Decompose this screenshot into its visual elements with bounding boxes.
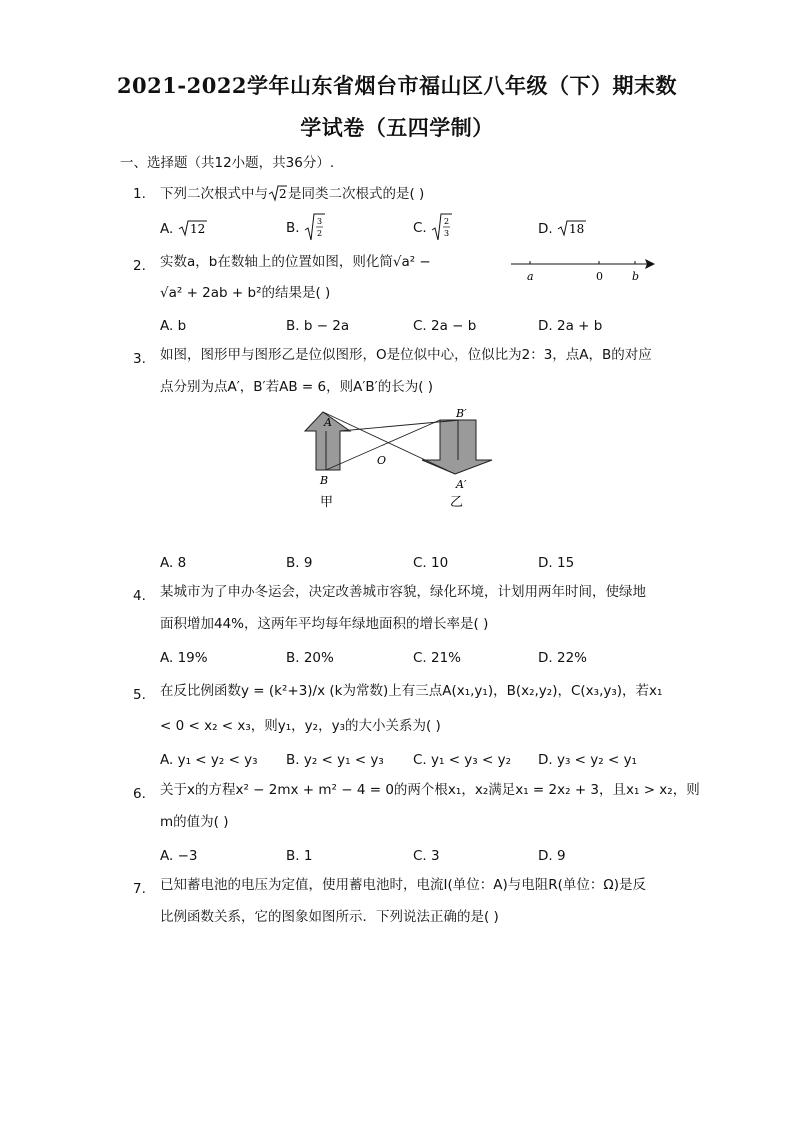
question-5-option-d[interactable]: D. y₃ < y₂ < y₁ [538,752,637,768]
question-1-stem [160,184,424,202]
label-yi: 乙 [450,495,464,510]
question-1-option-a[interactable] [160,219,208,237]
label-A-prime: A′ [456,478,467,491]
question-2-line2: √a² + 2ab + b²的结果是( ) [160,285,331,301]
question-2-line1: 实数a，b在数轴上的位置如图，则化简√a² − [160,254,431,270]
svg-text:2: 2 [316,229,322,238]
label-O: O [377,454,387,467]
svg-text:2: 2 [444,217,450,226]
question-5-option-c[interactable]: C. y₁ < y₃ < y₂ [413,752,512,768]
question-4-line1: 某城市为了申办冬运会，决定改善城市容貌，绿化环境，计划用两年时间，使绿地 [160,584,646,600]
question-6-line2: m的值为( ) [160,814,229,830]
question-4-option-b[interactable]: B. 20% [286,650,334,666]
sqrt12-symbol [178,219,208,237]
question-4-option-d[interactable]: D. 22% [538,650,587,666]
question-6-option-b[interactable]: B. 1 [286,848,313,864]
sqrt-two-thirds-symbol [431,212,453,242]
question-3-line2: 点分别为点A′，B′若AB = 6，则A′B′的长为( ) [160,379,434,395]
question-5-option-a[interactable]: A. y₁ < y₂ < y₃ [160,752,258,768]
axis-label-b: b [632,270,640,283]
question-4-number: 4. [133,588,146,604]
axis-label-0: 0 [596,270,603,283]
question-4-line2: 面积增加44%，这两年平均每年绿地面积的增长率是( ) [160,616,489,632]
question-1-option-c[interactable] [413,212,453,242]
question-2-number: 2. [133,258,146,274]
question-4-option-a[interactable]: A. 19% [160,650,208,666]
question-7-line2: 比例函数关系，它的图象如图所示．下列说法正确的是( ) [160,909,499,925]
label-jia: 甲 [320,495,334,510]
svg-text:3: 3 [444,229,450,238]
question-3-option-c[interactable]: C. 10 [413,555,449,571]
option-letter: C. [413,220,427,236]
question-1-number: 1. [133,186,146,202]
axis-label-a: a [527,270,534,283]
shape-yi [422,420,492,474]
option-letter: D. [538,221,553,237]
question-5-line1: 在反比例函数y = (k²+3)/x (k为常数)上有三点A(x₁,y₁)，B(x₂,y₂)，C(x₃,y₃)，若x₁ [160,683,663,699]
label-B: B [320,474,329,487]
section-header: 一、选择题（共12小题，共36分）. [120,155,335,171]
question-6-line1: 关于x的方程x² − 2mx + m² − 4 = 0的两个根x₁，x₂满足x₁ = 2x₂ + 3，且x₁ > x₂，则 [160,782,700,798]
paper-title-line2: 学试卷（五四学制） [300,115,494,140]
question-3-number: 3. [133,351,146,367]
question-5-line2: < 0 < x₂ < x₃，则y₁，y₂，y₃的大小关系为( ) [160,718,441,734]
question-6-number: 6. [133,786,146,802]
label-A: A [324,416,332,429]
question-3-option-d[interactable]: D. 15 [538,555,575,571]
question-6-option-c[interactable]: C. 3 [413,848,440,864]
homothety-figure [300,402,500,514]
question-1-option-d[interactable] [538,219,587,237]
question-2-option-c[interactable]: C. 2a − b [413,318,477,334]
number-line-figure [505,252,665,286]
question-6-option-d[interactable]: D. 9 [538,848,566,864]
label-B-prime: B′ [456,407,467,420]
sqrt2-symbol [268,184,288,202]
question-1-option-b[interactable] [286,212,326,242]
question-1-stem-b: 是同类二次根式的是( ) [288,186,425,202]
question-5-option-b[interactable]: B. y₂ < y₁ < y₃ [286,752,384,768]
option-letter: B. [286,220,300,236]
question-3-line1: 如图，图形甲与图形乙是位似图形，O是位似中心，位似比为2：3，点A，B的对应 [160,347,652,363]
question-4-option-c[interactable]: C. 21% [413,650,462,666]
paper-title-line1: 2021-2022学年山东省烟台市福山区八年级（下）期末数 [116,73,678,98]
option-letter: A. [160,221,174,237]
question-1-stem-a: 下列二次根式中与 [160,186,268,202]
question-5-number: 5. [133,687,146,703]
sqrt-three-halves-symbol [304,212,326,242]
option-d-radicand: 18 [568,222,585,236]
question-2-option-d[interactable]: D. 2a + b [538,318,603,334]
question-6-option-a[interactable]: A. −3 [160,848,198,864]
question-3-option-a[interactable]: A. 8 [160,555,187,571]
svg-text:2: 2 [279,187,287,201]
question-2-option-a[interactable]: A. b [160,318,187,334]
question-7-number: 7. [133,881,146,897]
svg-text:3: 3 [316,217,322,226]
option-a-radicand: 12 [189,222,205,236]
sqrt18-symbol [557,219,587,237]
question-7-line1: 已知蓄电池的电压为定值，使用蓄电池时，电流I(单位：A)与电阻R(单位：Ω)是反 [160,877,646,893]
question-3-option-b[interactable]: B. 9 [286,555,313,571]
question-2-option-b[interactable]: B. b − 2a [286,318,350,334]
